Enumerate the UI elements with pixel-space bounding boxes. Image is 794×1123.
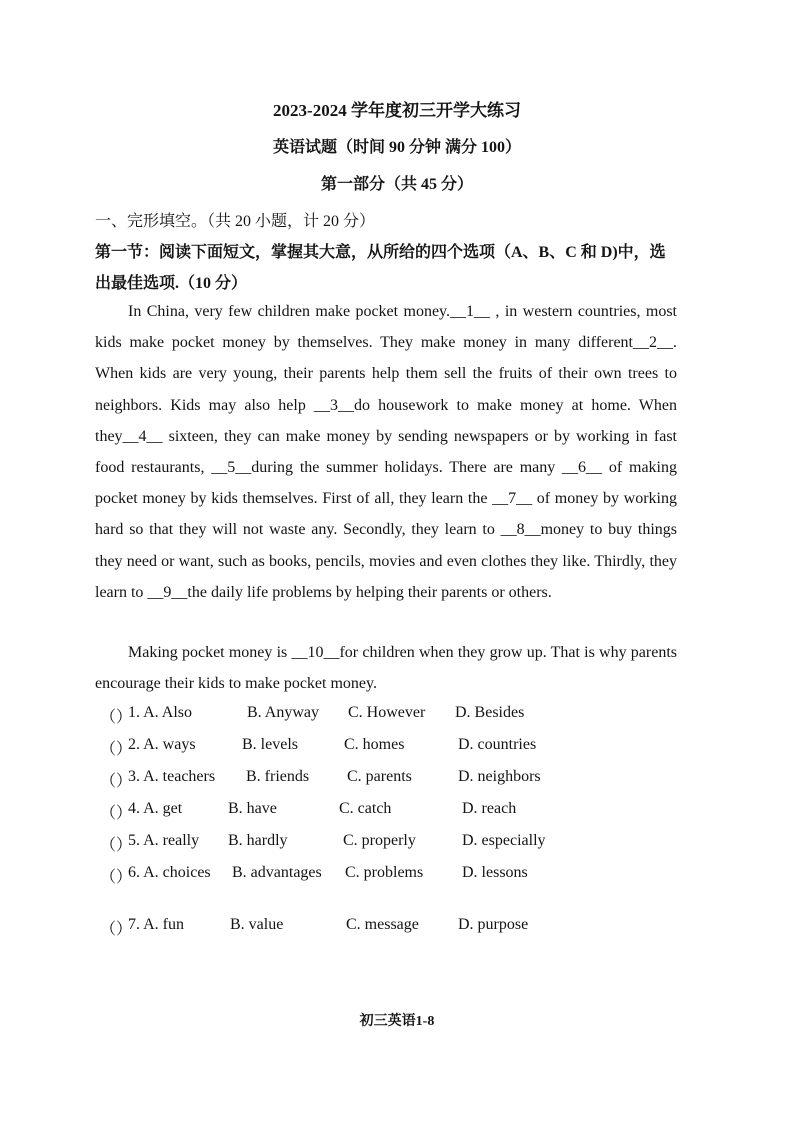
- option-d: D. reach: [462, 800, 517, 817]
- option-b: B. advantages: [232, 864, 322, 881]
- option-c: C. problems: [345, 864, 424, 881]
- option-d: D. purpose: [458, 916, 529, 933]
- option-d: D. Besides: [455, 704, 525, 721]
- option-c: C. homes: [344, 736, 405, 753]
- answer-bracket[interactable]: （）: [100, 921, 133, 938]
- option-c: C. However: [348, 704, 426, 721]
- part-heading: 第一部分（共 45 分）: [320, 176, 473, 193]
- option-c: C. parents: [347, 768, 412, 785]
- section-heading: 一、完形填空。（共 20 小题，计 20 分）: [95, 213, 376, 230]
- section-instruction: 第一节：阅读下面短文，掌握其大意，从所给的四个选项（A、B、C 和 D)中，选出最佳选项.（10 分）: [95, 244, 666, 292]
- passage-paragraph-2: Making pocket money is __10__for children when they grow up. That is why parents encourage their kids to make pocket money.: [95, 644, 677, 693]
- exam-title: 2023-2024 学年度初三开学大练习: [273, 101, 521, 120]
- option-a: 2. A. ways: [128, 736, 196, 753]
- option-b: B. friends: [246, 768, 310, 785]
- option-b: B. levels: [242, 736, 298, 753]
- option-c: C. message: [346, 916, 419, 933]
- passage-paragraph-1: In China, very few children make pocket money.__1__ , in western countries, most kids make pocket money by themselves. They make money in many different__2__. When kids are very young, their parents help them sell the fruits of their own trees to neighbors. Kids may also help __3__do housework to make money at home. When they__4__ sixteen, they can make money by sending newspapers or by working in fast food restaurants, __5__during the summer holidays. There are many __6__ of making pocket money by kids themselves. First of all, they learn the __7__ of money by working hard so that they will not waste any. Secondly, they learn to __8__money to buy things they need or want, such as books, pencils, movies and even clothes they like. Thirdly, they learn to __9__the daily life problems by helping their parents or others.: [95, 303, 677, 601]
- option-c: C. catch: [339, 800, 392, 817]
- answer-bracket[interactable]: （）: [100, 773, 133, 790]
- option-a: 6. A. choices: [128, 864, 211, 881]
- answer-bracket[interactable]: （）: [100, 709, 133, 726]
- answer-bracket[interactable]: （）: [100, 741, 133, 758]
- option-d: D. neighbors: [458, 768, 541, 785]
- option-a: 5. A. really: [128, 832, 200, 849]
- option-c: C. properly: [343, 832, 416, 849]
- option-b: B. hardly: [228, 832, 288, 849]
- answer-bracket[interactable]: （）: [100, 805, 133, 822]
- option-a: 4. A. get: [128, 800, 183, 817]
- option-d: D. countries: [458, 736, 537, 753]
- option-b: B. Anyway: [247, 704, 319, 721]
- answer-bracket[interactable]: （）: [100, 869, 133, 886]
- option-b: B. value: [230, 916, 284, 933]
- exam-subtitle: 英语试题（时间 90 分钟 满分 100）: [272, 139, 521, 156]
- option-d: D. especially: [462, 832, 546, 849]
- option-b: B. have: [228, 800, 277, 817]
- option-d: D. lessons: [462, 864, 528, 881]
- answer-bracket[interactable]: （）: [100, 837, 133, 854]
- page-footer: 初三英语1-8: [359, 1014, 435, 1029]
- option-a: 7. A. fun: [128, 916, 184, 933]
- option-a: 3. A. teachers: [128, 768, 216, 785]
- option-a: 1. A. Also: [128, 704, 193, 721]
